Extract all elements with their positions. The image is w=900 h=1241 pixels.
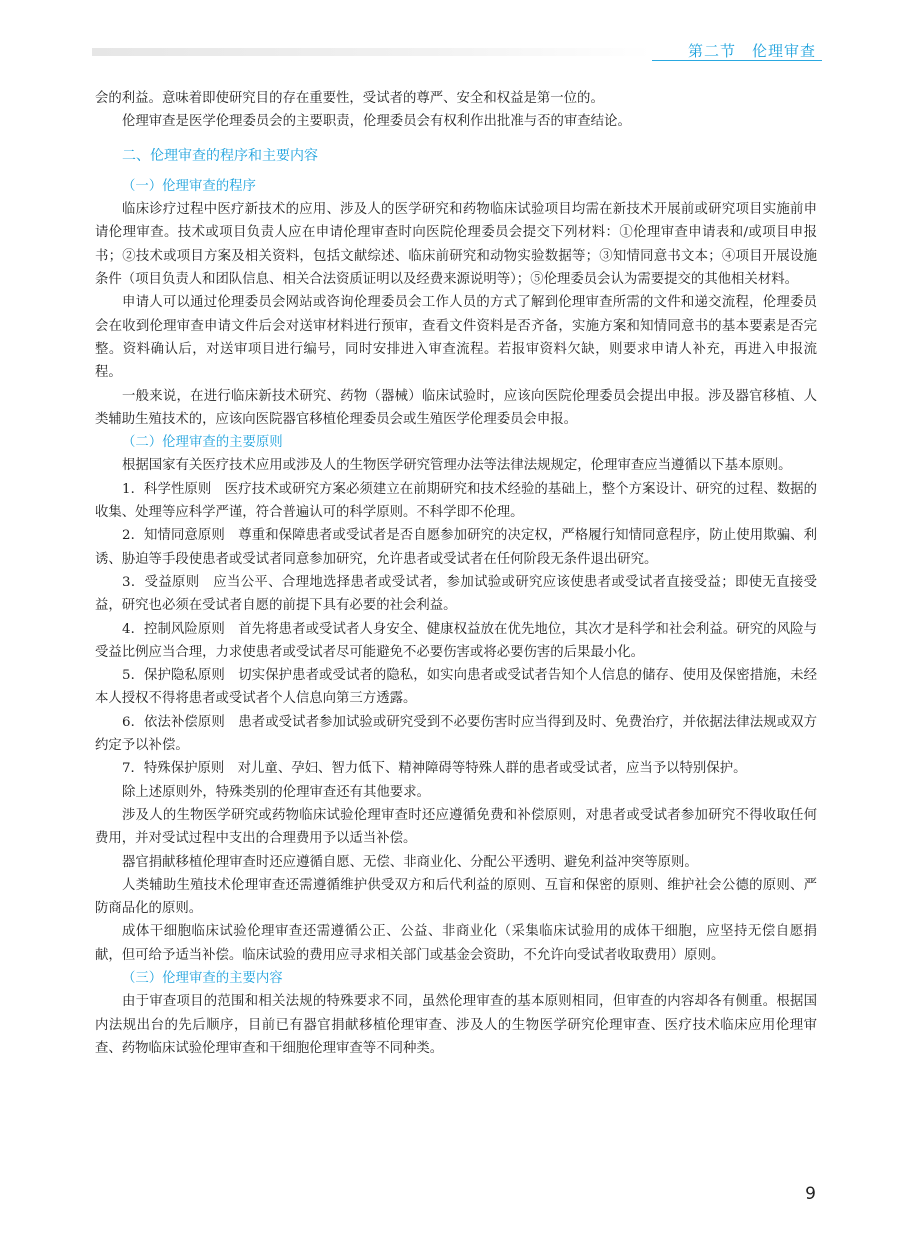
paragraph-continued: 会的利益。意味着即使研究目的存在重要性，受试者的尊严、安全和权益是第一位的。 — [95, 91, 604, 106]
subsection-heading-procedure: （一）伦理审查的程序 — [122, 178, 256, 194]
paragraph: 成体干细胞临床试验伦理审查还需遵循公正、公益、非商业化（采集临床试验用的成体干细胞，应坚持无偿自愿捐献，但可给予适当补偿。临床试验的费用应寻求相关部门或基金会资助，不允许向受试者收取费用）原则。 — [95, 924, 817, 963]
subsection-heading-content: （三）伦理审查的主要内容 — [122, 970, 283, 986]
paragraph: 一般来说，在进行临床新技术研究、药物（器械）临床试验时，应该向医院伦理委员会提出申报。涉及器官移植、人类辅助生殖技术的，应该向医院器官移植伦理委员会或生殖医学伦理委员会申报。 — [95, 388, 817, 427]
principle-item: 4．控制风险原则 首先将患者或受试者人身安全、健康权益放在优先地位，其次才是科学和社会利益。研究的风险与受益比例应当合理，力求使患者或受试者尽可能避免不必要伤害或将必要伤害的后果最小化。 — [95, 621, 817, 660]
paragraph: 申请人可以通过伦理委员会网站或咨询伦理委员会工作人员的方式了解到伦理审查所需的文件和递交流程，伦理委员会在收到伦理审查申请文件后会对送审材料进行预审，查看文件资料是否齐备，实施方案和知情同意书的基本要素是否完整。资料确认后，对送审项目进行编号，同时安排进入审查流程。若报审资料欠缺，则要求申请人补充，再进入申报流程。 — [95, 295, 817, 381]
principle-item: 5．保护隐私原则 切实保护患者或受试者的隐私，如实向患者或受试者告知个人信息的储存、使用及保密措施，未经本人授权不得将患者或受试者个人信息向第三方透露。 — [95, 668, 817, 707]
paragraph: 临床诊疗过程中医疗新技术的应用、涉及人的医学研究和药物临床试验项目均需在新技术开展前或研究项目实施前申请伦理审查。技术或项目负责人应在申请伦理审查时向医院伦理委员会提交下列材料：①伦理审查申请表和/或项目申报书；②技术或项目方案及相关资料，包括文献综述、临床前研究和动物实验数据等；③知情同意书文本；④项目开展设施条件（项目负责人和团队信息、相关合法资质证明以及经费来源说明等）；⑤伦理委员会认为需要提交的其他相关材料。 — [95, 202, 817, 288]
principle-item: 6．依法补偿原则 患者或受试者参加试验或研究受到不必要伤害时应当得到及时、免费治疗，并依据法律法规或双方约定予以补偿。 — [95, 714, 817, 754]
section-heading: 二、伦理审查的程序和主要内容 — [122, 147, 318, 164]
principle-item: 1．科学性原则 医疗技术或研究方案必须建立在前期研究和技术经验的基础上，整个方案设计、研究的过程、数据的收集、处理等应科学严谨，符合普遍认可的科学原则。不科学即不伦理。 — [95, 481, 817, 521]
header-decorative-bar — [92, 48, 652, 56]
subsection-heading-principles: （二）伦理审查的主要原则 — [122, 435, 283, 451]
paragraph: 人类辅助生殖技术伦理审查还需遵循维护供受双方和后代利益的原则、互盲和保密的原则、维护社会公德的原则、严防商品化的原则。 — [95, 877, 817, 917]
paragraph: 除上述原则外，特殊类别的伦理审查还有其他要求。 — [122, 784, 430, 800]
principle-item: 7．特殊保护原则 对儿童、孕妇、智力低下、精神障碍等特殊人群的患者或受试者，应当予以特别保护。 — [122, 761, 747, 777]
paragraph: 由于审查项目的范围和相关法规的特殊要求不同，虽然伦理审查的基本原则相同，但审查的内容却各有侧重。根据国内法规出台的先后顺序，目前已有器官捐献移植伦理审查、涉及人的生物医学研究伦理审查、医疗技术临床应用伦理审查、药物临床试验伦理审查和干细胞伦理审查等不同种类。 — [95, 994, 817, 1056]
paragraph: 器官捐献移植伦理审查时还应遵循自愿、无偿、非商业化、分配公平透明、避免利益冲突等原则。 — [122, 854, 698, 870]
page-body — [95, 87, 817, 1060]
paragraph: 伦理审查是医学伦理委员会的主要职责，伦理委员会有权利作出批准与否的审查结论。 — [122, 114, 631, 130]
paragraph: 涉及人的生物医学研究或药物临床试验伦理审查时还应遵循免费和补偿原则，对患者或受试者参加研究不得收取任何费用，并对受试过程中支出的合理费用予以适当补偿。 — [95, 807, 817, 847]
page-number: 9 — [805, 1184, 816, 1204]
principle-item: 2．知情同意原则 尊重和保障患者或受试者是否自愿参加研究的决定权，严格履行知情同意程序，防止使用欺骗、利诱、胁迫等手段使患者或受试者同意参加研究，允许患者或受试者在任何阶段无条件退出研究。 — [95, 528, 817, 567]
principle-item: 3．受益原则 应当公平、合理地选择患者或受试者，参加试验或研究应该使患者或受试者直接受益；即使无直接受益，研究也必须在受试者自愿的前提下具有必要的社会利益。 — [95, 574, 817, 614]
paragraph: 根据国家有关医疗技术应用或涉及人的生物医学研究管理办法等法律法规规定，伦理审查应当遵循以下基本原则。 — [122, 458, 792, 474]
running-header-section-title: 第二节 伦理审查 — [687, 42, 816, 60]
